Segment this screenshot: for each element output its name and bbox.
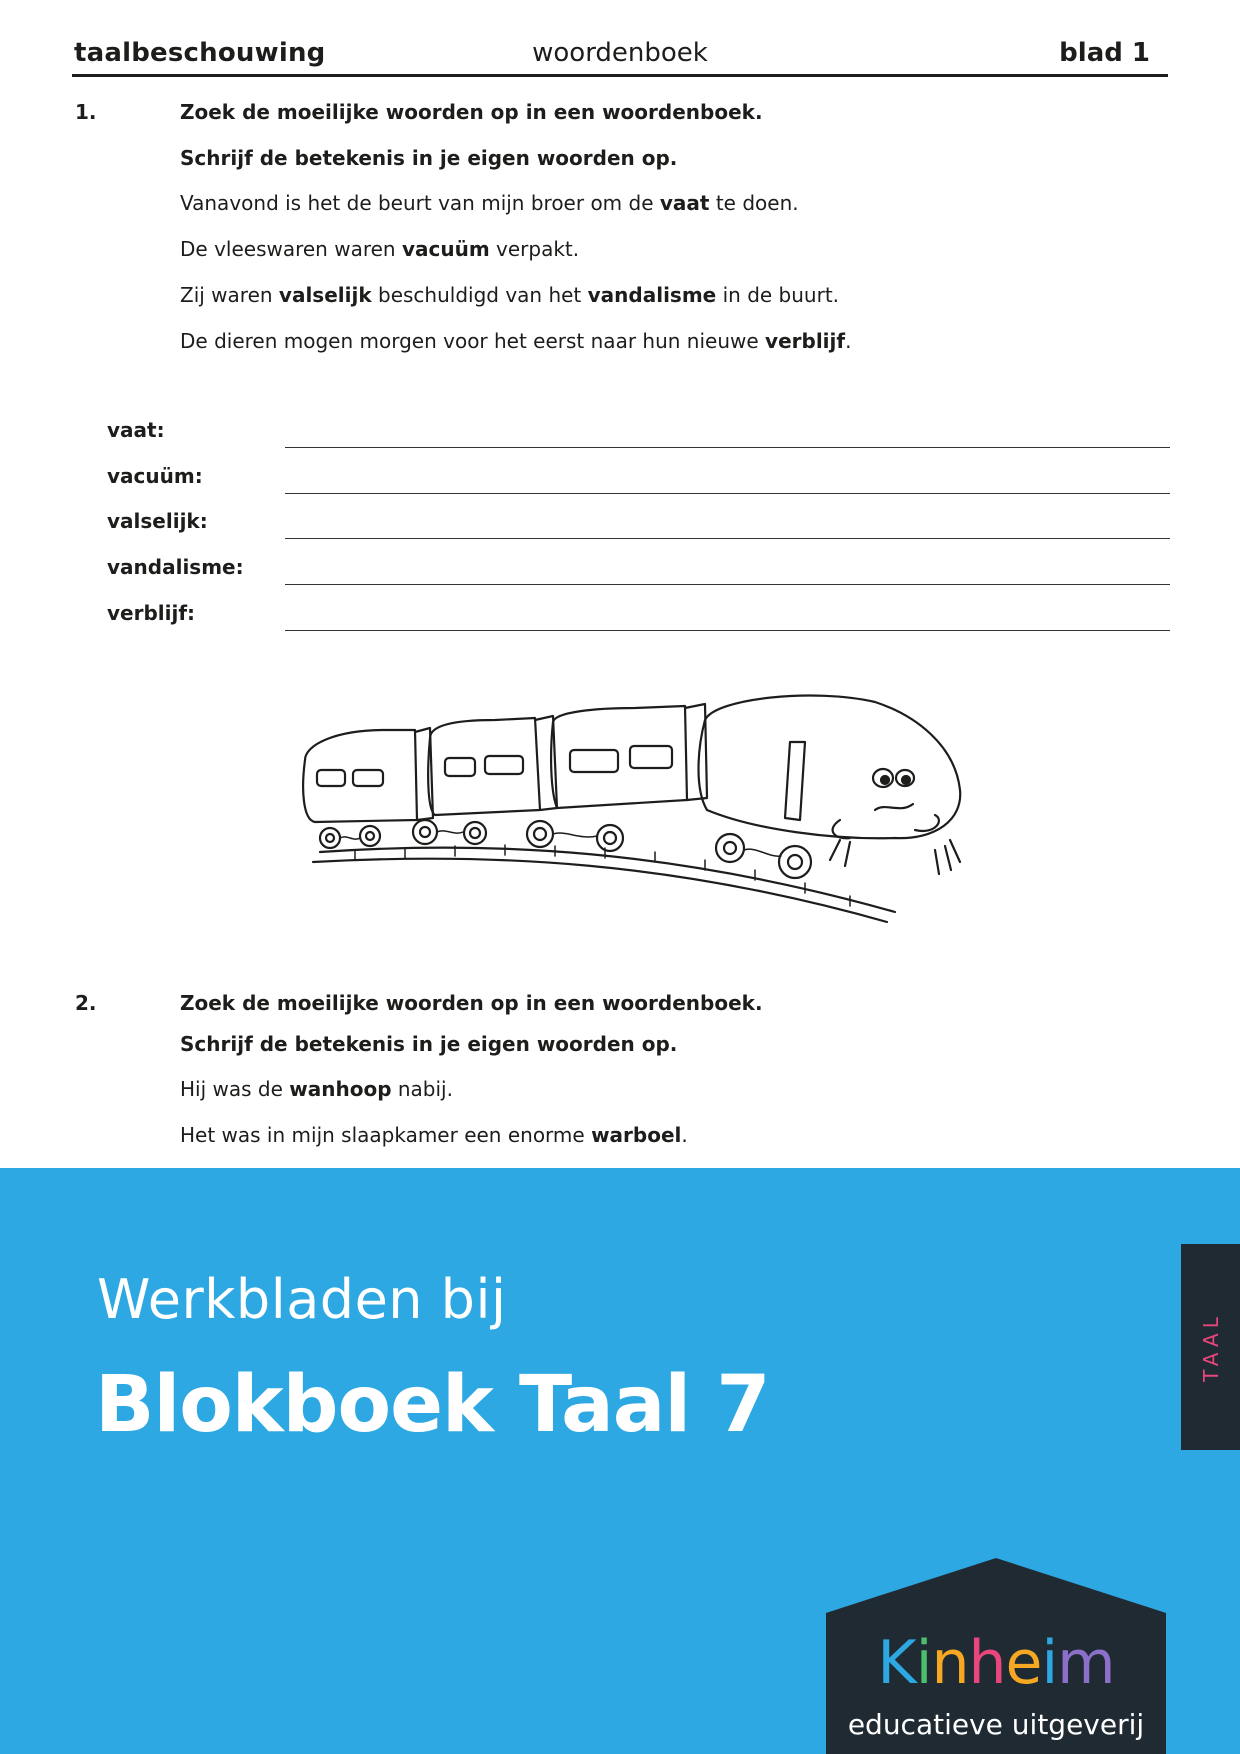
logo-letter: h — [968, 1628, 1006, 1698]
question-2 — [75, 991, 1175, 1151]
answer-label: vandalisme: — [107, 555, 244, 579]
key-word: vaat — [659, 191, 710, 215]
train-illustration — [295, 690, 975, 925]
answer-row[interactable] — [107, 601, 1170, 631]
sentence-text: De vleeswaren waren — [180, 237, 402, 261]
answer-row[interactable] — [107, 464, 1170, 494]
sentence-text: . — [845, 329, 852, 353]
sentence-text: nabij. — [391, 1077, 453, 1101]
answer-row[interactable] — [107, 555, 1170, 585]
answer-label: vaat: — [107, 418, 165, 442]
sentence-text: te doen. — [709, 191, 799, 215]
sheet-number: blad 1 — [1059, 38, 1150, 68]
logo-letter: m — [1057, 1628, 1115, 1698]
sentence — [180, 1077, 453, 1101]
answer-label: vacuüm: — [107, 464, 203, 488]
sentence-text: De dieren mogen morgen voor het eerst naar hun nieuwe — [180, 329, 766, 353]
question-number: 2. — [75, 991, 97, 1015]
page-header — [72, 36, 1168, 77]
key-word: wanhoop — [289, 1077, 392, 1101]
key-word: valselijk — [278, 283, 372, 307]
answer-row[interactable] — [107, 418, 1170, 448]
instruction-lookup: Zoek de moeilijke woorden op in een woordenboek. — [180, 991, 763, 1015]
instruction-lookup: Zoek de moeilijke woorden op in een woordenboek. — [180, 100, 763, 124]
sentence — [180, 191, 799, 215]
logo-letter: e — [1005, 1628, 1042, 1698]
sentence-text: beschuldigd van het — [371, 283, 588, 307]
banner-subtitle: Werkbladen bij — [97, 1268, 507, 1331]
sentence-text: Zij waren — [180, 283, 279, 307]
answer-line[interactable] — [285, 447, 1170, 448]
sentence — [180, 1123, 688, 1147]
answer-line[interactable] — [285, 630, 1170, 631]
key-word: warboel — [591, 1123, 682, 1147]
key-word: vacuüm — [401, 237, 490, 261]
sentence — [180, 329, 851, 353]
subject-label: taalbeschouwing — [74, 38, 326, 68]
topic-label: woordenboek — [532, 38, 708, 68]
subject-tab-label: TAAL — [1198, 1312, 1223, 1382]
question-1 — [75, 100, 1175, 360]
sentence-text: in de buurt. — [716, 283, 840, 307]
logo-letter: K — [877, 1628, 916, 1698]
answer-line[interactable] — [285, 538, 1170, 539]
answer-line[interactable] — [285, 493, 1170, 494]
subject-tab — [1181, 1244, 1240, 1450]
logo-tagline: educatieve uitgeverij — [847, 1708, 1145, 1741]
logo-letter: i — [915, 1628, 932, 1698]
sentence-text: Het was in mijn slaapkamer een enorme — [180, 1123, 592, 1147]
logo-letter: i — [1041, 1628, 1058, 1698]
answer-label: verblijf: — [107, 601, 196, 625]
publisher-logo — [826, 1558, 1166, 1754]
instruction-write: Schrijf de betekenis in je eigen woorden op. — [180, 146, 678, 170]
question-number: 1. — [75, 100, 97, 124]
banner-title: Blokboek Taal 7 — [95, 1360, 770, 1450]
answer-row[interactable] — [107, 509, 1170, 539]
logo-wordmark — [826, 1628, 1166, 1698]
answer-line[interactable] — [285, 584, 1170, 585]
answer-label: valselijk: — [107, 509, 208, 533]
instruction-write: Schrijf de betekenis in je eigen woorden op. — [180, 1032, 678, 1056]
sentence — [180, 283, 839, 307]
sentence — [180, 237, 579, 261]
sentence-text: . — [681, 1123, 688, 1147]
logo-letter: n — [931, 1628, 969, 1698]
sentence-text: verpakt. — [489, 237, 580, 261]
key-word: verblijf — [765, 329, 846, 353]
sentence-text: Hij was de — [180, 1077, 290, 1101]
sentence-text: Vanavond is het de beurt van mijn broer om de — [180, 191, 660, 215]
promo-banner — [0, 1168, 1240, 1754]
key-word: vandalisme — [587, 283, 717, 307]
